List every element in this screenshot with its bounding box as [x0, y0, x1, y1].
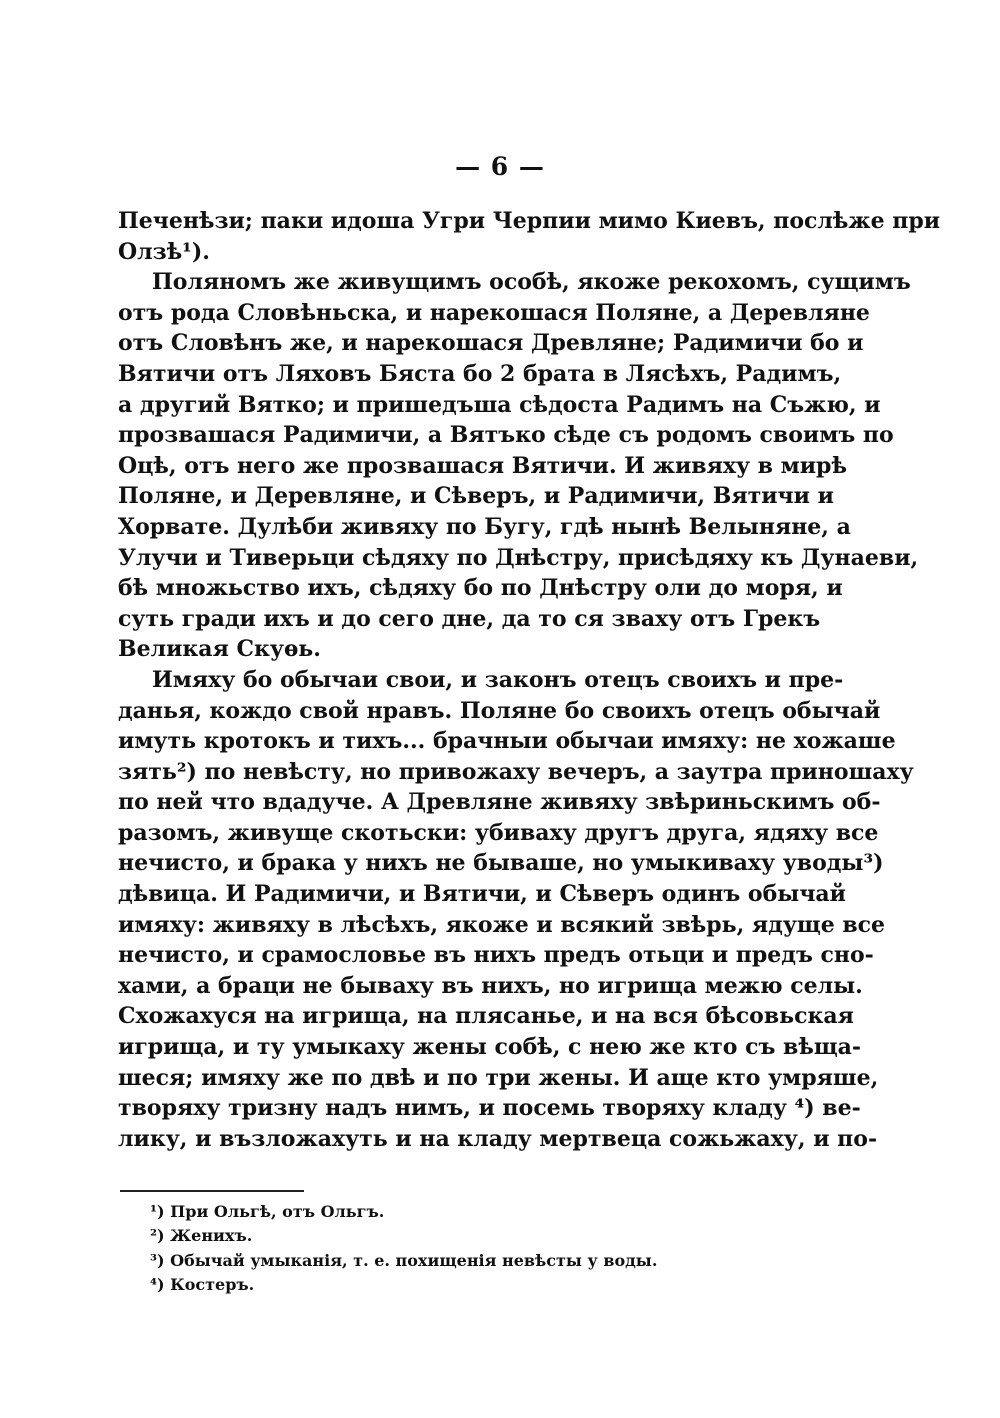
text-line: творяху тризну надъ нимъ, и посемь творяху кладу ⁴) ве-	[118, 1095, 861, 1122]
text-line: имяху: живяху в лѣсѣхъ, якоже и всякий звѣрь, ядуще все	[118, 911, 886, 938]
text-line: отъ Словѣнъ же, и нарекошася Древляне; Радимичи бо и	[118, 330, 864, 357]
text-line: Хорвате. Дулѣби живяху по Бугу, гдѣ нынѣ Велыняне, а	[118, 513, 851, 540]
text-line: Олзѣ¹).	[118, 238, 210, 265]
text-line: хами, а браци не бываху въ нихъ, но игрища межю селы.	[118, 972, 863, 999]
text-line: зять²) по невѣсту, но привожаху вечеръ, а заутра приношаху	[118, 758, 914, 785]
footnotes	[150, 1200, 750, 1297]
text-line: Поляномъ же живущимъ особѣ, якоже рекохомъ, сущимъ	[152, 269, 911, 296]
text-line: прозвашася Радимичи, а Вятъко сѣде съ родомъ своимъ по	[118, 422, 894, 449]
text-line: по ней что вдадуче. А Древляне живяху звѣриньскимъ об-	[118, 789, 881, 816]
footnote: ²) Женихъ.	[150, 1226, 253, 1246]
page-number: — 6 —	[455, 152, 545, 181]
footnote-divider	[120, 1190, 304, 1192]
text-line: дѣвица. И Радимичи, и Вятичи, и Сѣверъ одинъ обычай	[118, 881, 846, 908]
text-line: Схожахуся на игрища, на плясанье, и на вся бѣсовьская	[118, 1003, 854, 1030]
text-line: Вятичи отъ Ляховъ Бяста бо 2 брата в Лясѣхъ, Радимъ,	[118, 360, 842, 387]
text-line: игрища, и ту умыкаху жены собѣ, с нею же кто съ вѣща-	[118, 1034, 862, 1061]
footnote: ³) Обычай умыканія, т. е. похищенія невѣсты у воды.	[150, 1250, 658, 1270]
text-line: данья, кождо свой нравъ. Поляне бо своихъ отецъ обычай	[118, 697, 881, 724]
main-text	[118, 206, 941, 1154]
text-line: разомъ, живуще скотьски: убиваху другъ друга, ядяху все	[118, 819, 879, 846]
footnote: ⁴) Костеръ.	[150, 1274, 255, 1294]
text-line: Имяху бо обычаи свои, и законъ отецъ своихъ и пре-	[152, 666, 844, 693]
text-line: а другий Вятко; и пришедъша сѣдоста Радимъ на Съжю, и	[118, 391, 881, 418]
text-line: бѣ множьство ихъ, сѣдяху бо по Днѣстру оли до моря, и	[118, 575, 843, 602]
text-line: Великая Скуѳь.	[118, 636, 321, 663]
text-line: Поляне, и Деревляне, и Сѣверъ, и Радимичи, Вятичи и	[118, 483, 834, 510]
text-line: Улучи и Тиверьци сѣдяху по Днѣстру, присѣдяху къ Дунаеви,	[118, 544, 919, 571]
footnote: ¹) При Ольгѣ, отъ Ольгъ.	[150, 1202, 385, 1221]
text-line: нечисто, и срамословье въ нихъ предъ отьци и предъ сно-	[118, 942, 874, 969]
text-line: Печенѣзи; паки идоша Угри Черпии мимо Киевъ, послѣже при	[118, 208, 941, 234]
text-line: имуть кротокъ и тихъ... брачныи обычаи имяху: не хожаше	[118, 728, 896, 755]
text-line: шеся; имяху же по двѣ и по три жены. И аще кто умряше,	[118, 1064, 879, 1091]
text-line: суть гради ихъ и до сего дне, да то ся зваху отъ Грекъ	[118, 605, 821, 632]
text-line: нечисто, и брака у нихъ не бываше, но умыкиваху уводы³)	[118, 850, 884, 877]
text-line: отъ рода Словѣньска, и нарекошася Поляне, а Деревляне	[118, 299, 870, 326]
text-line: Оцѣ, отъ него же прозвашася Вятичи. И живяху в мирѣ	[118, 452, 847, 479]
text-line: лику, и възложахуть и на кладу мертвеца сожьжаху, и по-	[118, 1125, 878, 1152]
